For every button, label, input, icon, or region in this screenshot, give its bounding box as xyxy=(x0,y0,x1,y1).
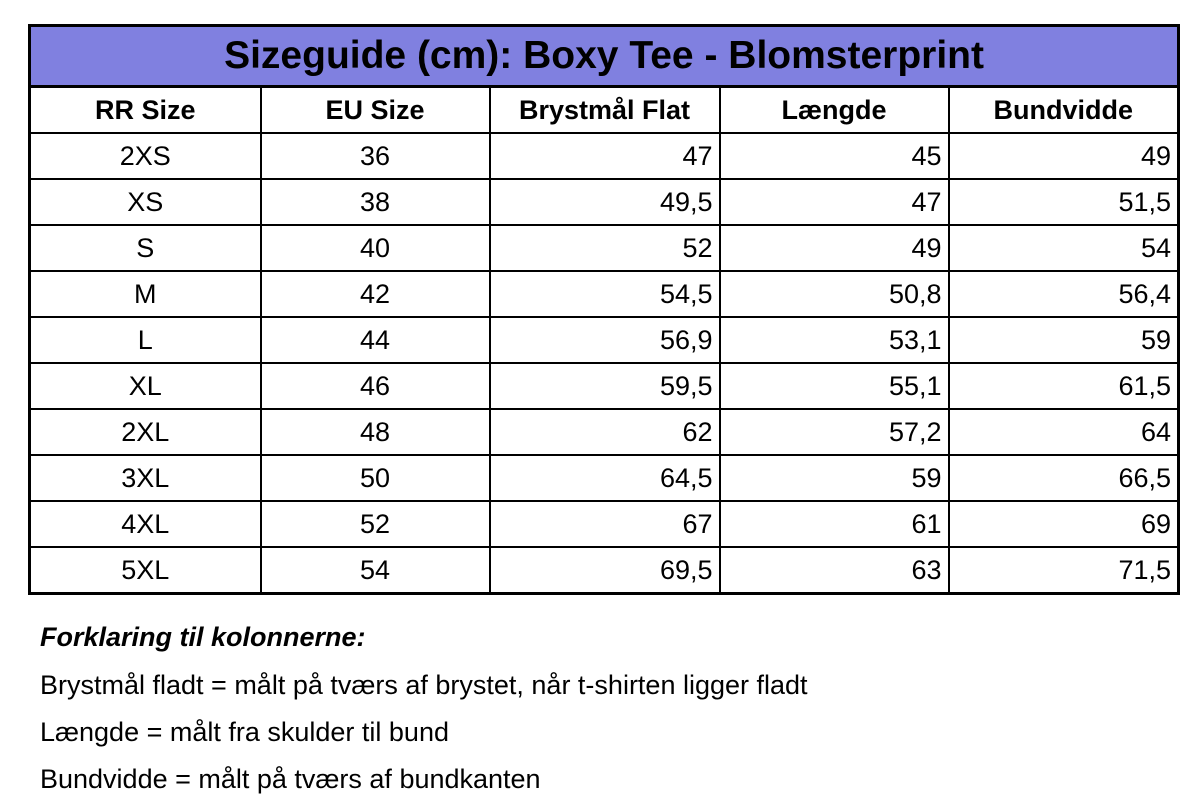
rr-size-cell: 2XL xyxy=(30,409,261,455)
bundvidde-cell: 56,4 xyxy=(949,271,1179,317)
laengde-cell: 50,8 xyxy=(720,271,949,317)
brystmal-cell: 54,5 xyxy=(490,271,720,317)
rr-size-cell: 2XS xyxy=(30,133,261,179)
bundvidde-cell: 69 xyxy=(949,501,1179,547)
bundvidde-cell: 66,5 xyxy=(949,455,1179,501)
rr-size-cell: 3XL xyxy=(30,455,261,501)
brystmal-cell: 62 xyxy=(490,409,720,455)
table-row xyxy=(30,363,1179,409)
eu-size-cell: 40 xyxy=(261,225,490,271)
brystmal-cell: 67 xyxy=(490,501,720,547)
laengde-cell: 53,1 xyxy=(720,317,949,363)
brystmal-cell: 69,5 xyxy=(490,547,720,594)
eu-size-cell: 52 xyxy=(261,501,490,547)
laengde-cell: 63 xyxy=(720,547,949,594)
eu-size-cell: 48 xyxy=(261,409,490,455)
table-row xyxy=(30,455,1179,501)
brystmal-cell: 64,5 xyxy=(490,455,720,501)
laengde-cell: 49 xyxy=(720,225,949,271)
bundvidde-cell: 49 xyxy=(949,133,1179,179)
legend-line-bundvidde: Bundvidde = målt på tværs af bundkanten xyxy=(40,764,541,794)
laengde-cell: 45 xyxy=(720,133,949,179)
rr-size-cell: M xyxy=(30,271,261,317)
brystmal-cell: 47 xyxy=(490,133,720,179)
table-row xyxy=(30,409,1179,455)
title-row xyxy=(30,26,1179,87)
legend-line-laengde: Længde = målt fra skulder til bund xyxy=(40,717,449,747)
table-row xyxy=(30,133,1179,179)
legend-heading: Forklaring til kolonnerne: xyxy=(40,622,366,652)
eu-size-cell: 44 xyxy=(261,317,490,363)
rr-size-cell: XS xyxy=(30,179,261,225)
table-row xyxy=(30,547,1179,594)
bundvidde-cell: 61,5 xyxy=(949,363,1179,409)
table-row xyxy=(30,225,1179,271)
header-row xyxy=(30,87,1179,134)
laengde-cell: 47 xyxy=(720,179,949,225)
size-guide-table xyxy=(28,24,1180,595)
column-header-brystmal-flat: Brystmål Flat xyxy=(490,87,720,134)
bundvidde-cell: 64 xyxy=(949,409,1179,455)
table-row xyxy=(30,179,1179,225)
column-header-rr-size: RR Size xyxy=(30,87,261,134)
laengde-cell: 61 xyxy=(720,501,949,547)
laengde-cell: 57,2 xyxy=(720,409,949,455)
brystmal-cell: 59,5 xyxy=(490,363,720,409)
table-row xyxy=(30,317,1179,363)
column-header-bundvidde: Bundvidde xyxy=(949,87,1179,134)
column-header-eu-size: EU Size xyxy=(261,87,490,134)
eu-size-cell: 46 xyxy=(261,363,490,409)
rr-size-cell: S xyxy=(30,225,261,271)
rr-size-cell: 4XL xyxy=(30,501,261,547)
bundvidde-cell: 51,5 xyxy=(949,179,1179,225)
table-row xyxy=(30,271,1179,317)
laengde-cell: 59 xyxy=(720,455,949,501)
eu-size-cell: 36 xyxy=(261,133,490,179)
bundvidde-cell: 54 xyxy=(949,225,1179,271)
table-row xyxy=(30,501,1179,547)
brystmal-cell: 56,9 xyxy=(490,317,720,363)
legend-line-brystmal: Brystmål fladt = målt på tværs af brystet, når t-shirten ligger fladt xyxy=(40,670,808,700)
brystmal-cell: 52 xyxy=(490,225,720,271)
rr-size-cell: L xyxy=(30,317,261,363)
rr-size-cell: XL xyxy=(30,363,261,409)
bundvidde-cell: 71,5 xyxy=(949,547,1179,594)
eu-size-cell: 42 xyxy=(261,271,490,317)
eu-size-cell: 50 xyxy=(261,455,490,501)
eu-size-cell: 38 xyxy=(261,179,490,225)
bundvidde-cell: 59 xyxy=(949,317,1179,363)
rr-size-cell: 5XL xyxy=(30,547,261,594)
table-title: Sizeguide (cm): Boxy Tee - Blomsterprint xyxy=(30,26,1179,87)
column-header-laengde: Længde xyxy=(720,87,949,134)
table-body xyxy=(30,133,1179,594)
eu-size-cell: 54 xyxy=(261,547,490,594)
brystmal-cell: 49,5 xyxy=(490,179,720,225)
laengde-cell: 55,1 xyxy=(720,363,949,409)
